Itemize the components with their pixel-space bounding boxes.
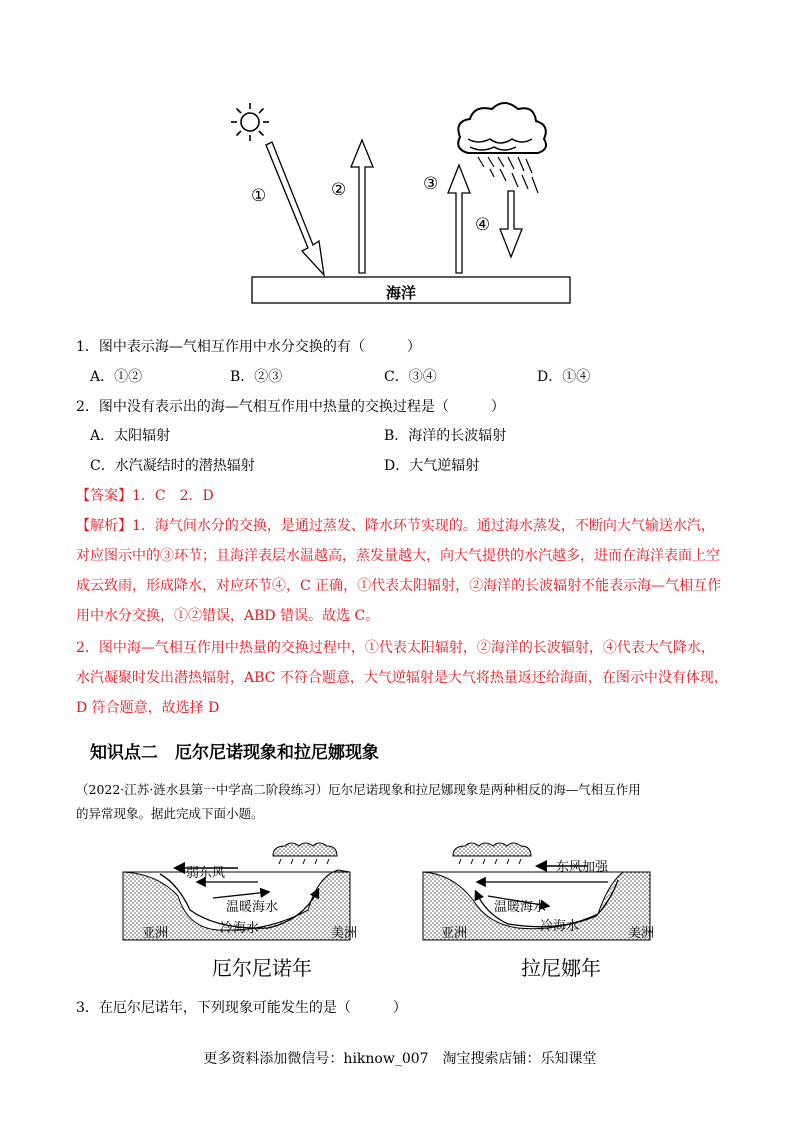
ocean-label: 海洋 xyxy=(386,284,417,302)
el-nino-cold-label: 冷海水 xyxy=(220,921,260,936)
arrow-solar-radiation xyxy=(266,142,324,275)
answer-line xyxy=(76,486,214,506)
analysis-line: D 符合题意，故选择 D xyxy=(76,700,220,716)
la-nina-cold-label: 冷海水 xyxy=(540,919,580,934)
el-nino-america-label: 美洲 xyxy=(331,926,358,941)
section-title: 知识点二 厄尔尼诺现象和拉尼娜现象 xyxy=(90,743,379,763)
analysis-line: 用中水分交换，①②错误，ABD 错误。故选 C。 xyxy=(76,608,380,624)
q1-option-d: D．①④ xyxy=(537,369,591,385)
marker-2: ② xyxy=(331,180,347,200)
marker-3: ③ xyxy=(423,174,439,194)
q1-option-b: B．②③ xyxy=(230,369,283,385)
la-nina-america-label: 美洲 xyxy=(628,926,655,941)
analysis-line: 成云致雨，形成降水，对应环节④，C 正确，①代表太阳辐射，②海洋的长波辐射不能表示海—气相互作 xyxy=(76,578,722,594)
question-3-stem: 3．在厄尔尼诺年，下列现象可能发生的是（ ） xyxy=(76,1000,407,1016)
arrow-evaporation xyxy=(448,165,470,273)
analysis-line: 2．图中海—气相互作用中热量的交换过程中，①代表太阳辐射，②海洋的长波辐射，④代表大气降水， xyxy=(76,640,715,656)
intro-line: （2022·江苏·涟水县第一中学高二阶段练习）厄尔尼诺现象和拉尼娜现象是两种相反的海—气相互作用 xyxy=(76,782,641,797)
air-sea-interaction-figure xyxy=(220,95,590,310)
sun-icon xyxy=(231,103,269,141)
la-nina-asia-label: 亚洲 xyxy=(441,926,468,941)
rain-cloud-icon xyxy=(273,843,337,864)
analysis-tag: 【解析】 xyxy=(76,518,132,534)
el-nino-caption: 厄尔尼诺年 xyxy=(212,956,312,980)
la-nina-warm-label: 温暖海水 xyxy=(494,900,547,915)
q2-option-b: B．海洋的长波辐射 xyxy=(384,428,507,444)
q1-option-c: C．③④ xyxy=(384,369,437,385)
analysis-line: 水汽凝聚时发出潜热辐射，ABC 不符合题意，大气逆辐射是大气将热量返还给海面，在图示中没有体现， xyxy=(76,670,728,686)
question-2-stem: 2．图中没有表示出的海—气相互作用中热量的交换过程是（ ） xyxy=(76,399,505,415)
q2-option-d: D．大气逆辐射 xyxy=(384,458,480,474)
la-nina-wind-label: 东风加强 xyxy=(556,860,609,875)
analysis-paragraph-2 xyxy=(76,633,736,723)
q2-option-a: A．太阳辐射 xyxy=(90,428,171,444)
section-intro xyxy=(76,778,746,826)
analysis-line: 对应图示中的③环节；且海洋表层水温越高，蒸发量越大，向大气提供的水汽越多，进而在海洋表面上空 xyxy=(76,548,720,564)
arrow-ocean-longwave xyxy=(351,140,373,273)
analysis-paragraph-1 xyxy=(76,511,736,631)
q2-option-c: C．水汽凝结时的潜热辐射 xyxy=(90,458,255,474)
intro-line: 的异常现象。据此完成下面小题。 xyxy=(76,806,264,821)
el-nino-asia-label: 亚洲 xyxy=(142,926,169,941)
analysis-line-text: 1．海气间水分的交换，是通过蒸发、降水环节实现的。通过海水蒸发，不断向大气输送水汽， xyxy=(132,518,715,534)
la-nina-caption: 拉尼娜年 xyxy=(521,956,601,980)
el-nino-warm-label: 温暖海水 xyxy=(226,900,279,915)
q1-option-a: A．①② xyxy=(90,369,143,385)
question-1-stem: 1．图中表示海—气相互作用中水分交换的有（ ） xyxy=(76,339,421,355)
answer-tag: 【答案】 xyxy=(76,488,132,504)
rain-cloud-icon xyxy=(458,103,546,193)
marker-4: ④ xyxy=(475,215,491,235)
answer-text: 1．C 2．D xyxy=(132,488,214,504)
analysis-line xyxy=(76,511,736,541)
rain-cloud-icon xyxy=(453,843,531,864)
marker-1: ① xyxy=(251,186,267,206)
page-footer: 更多资料添加微信号：hiknow_007 淘宝搜索店铺：乐知课堂 xyxy=(203,1051,597,1067)
el-nino-wind-label: 弱东风 xyxy=(186,866,226,881)
arrow-precipitation xyxy=(500,191,522,257)
